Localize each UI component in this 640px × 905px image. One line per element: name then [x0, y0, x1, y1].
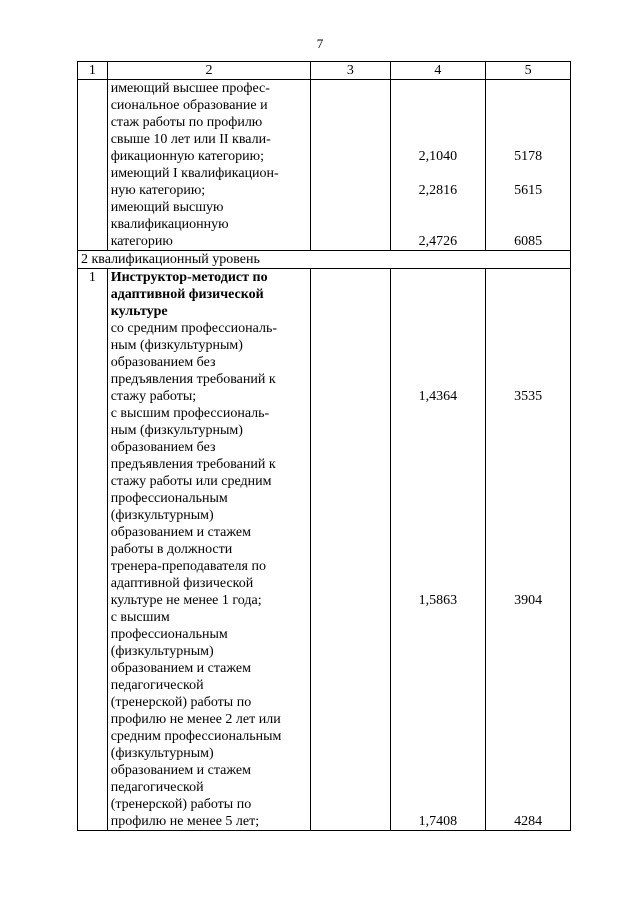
- description-line: сиональное образование и: [110, 98, 268, 113]
- description-line: образованием и стажем: [110, 525, 251, 540]
- column-number: 1: [78, 62, 108, 80]
- description-line: профессиональным: [110, 491, 228, 506]
- salary-value: 3535: [514, 389, 543, 404]
- column-number: 2: [107, 62, 311, 80]
- description-line: имеющий I квалификацион-: [110, 166, 279, 181]
- qualification-level-title: 2 квалификационный уровень: [78, 251, 571, 269]
- salary-cell: [486, 80, 571, 251]
- column-number: 5: [486, 62, 571, 80]
- position-title-line: Инструктор-методист по: [110, 270, 268, 285]
- salary-value: 6085: [514, 234, 543, 249]
- description-cell: [107, 80, 311, 251]
- description-line: стаж работы по профилю: [110, 115, 263, 130]
- position-title-line: культуре: [110, 304, 168, 319]
- coefficient-value: 2,1040: [418, 149, 458, 164]
- description-line: имеющий высшую: [110, 200, 224, 215]
- description-line: категорию: [110, 234, 173, 249]
- coefficient-value: 1,4364: [418, 389, 458, 404]
- coefficient-value: 2,2816: [418, 183, 458, 198]
- empty-cell: [311, 80, 390, 251]
- description-line: образованием без: [110, 355, 216, 370]
- salary-table: [77, 61, 571, 831]
- description-line: педагогической: [110, 780, 204, 795]
- coefficient-cell: [390, 269, 486, 831]
- description-line: свыше 10 лет или II квали-: [110, 132, 271, 147]
- page-number: 7: [316, 36, 324, 51]
- salary-cell: [486, 269, 571, 831]
- description-line: с высшим: [110, 610, 170, 625]
- coefficient-value: 2,4726: [418, 234, 458, 249]
- description-line: (тренерской) работы по: [110, 695, 252, 710]
- row-index-cell: [78, 80, 108, 251]
- empty-cell: [311, 269, 390, 831]
- description-cell: [107, 269, 311, 831]
- coefficient-value: 1,7408: [418, 814, 458, 829]
- qualification-level-row: [78, 251, 571, 269]
- description-line: профилю не менее 2 лет или: [110, 712, 281, 727]
- salary-value: 5178: [514, 149, 543, 164]
- description-line: (физкультурным): [110, 508, 214, 523]
- description-line: со средним профессиональ-: [110, 321, 278, 336]
- coefficient-value: 1,5863: [418, 593, 458, 608]
- description-line: профессиональным: [110, 627, 228, 642]
- column-number-row: [78, 62, 571, 80]
- description-line: (физкультурным): [110, 644, 214, 659]
- table-row: [78, 269, 571, 831]
- description-line: (тренерской) работы по: [110, 797, 252, 812]
- description-line: квалификационную: [110, 217, 229, 232]
- description-line: культуре не менее 1 года;: [110, 593, 262, 608]
- description-line: педагогической: [110, 678, 204, 693]
- salary-value: 4284: [514, 814, 543, 829]
- description-line: ным (физкультурным): [110, 338, 243, 353]
- column-number: 4: [390, 62, 486, 80]
- description-line: предъявления требований к: [110, 372, 276, 387]
- description-line: стажу работы;: [110, 389, 197, 404]
- position-title-line: адаптивной физической: [110, 287, 264, 302]
- description-line: тренера-преподавателя по: [110, 559, 266, 574]
- description-line: фикационную категорию;: [110, 149, 265, 164]
- description-line: образованием и стажем: [110, 661, 251, 676]
- description-line: работы в должности: [110, 542, 233, 557]
- description-line: с высшим профессиональ-: [110, 406, 270, 421]
- description-line: образованием без: [110, 440, 216, 455]
- table-row: [78, 80, 571, 251]
- salary-value: 5615: [514, 183, 543, 198]
- salary-value: 3904: [514, 593, 543, 608]
- description-line: предъявления требований к: [110, 457, 276, 472]
- description-line: ную категорию;: [110, 183, 206, 198]
- description-line: средним профессиональным: [110, 729, 282, 744]
- row-index-cell: 1: [78, 269, 108, 831]
- coefficient-cell: [390, 80, 486, 251]
- description-line: (физкультурным): [110, 746, 214, 761]
- description-line: образованием и стажем: [110, 763, 251, 778]
- description-line: адаптивной физической: [110, 576, 254, 591]
- description-line: имеющий высшее профес-: [110, 81, 270, 96]
- description-line: ным (физкультурным): [110, 423, 243, 438]
- column-number: 3: [311, 62, 390, 80]
- description-line: стажу работы или средним: [110, 474, 272, 489]
- description-line: профилю не менее 5 лет;: [110, 814, 260, 829]
